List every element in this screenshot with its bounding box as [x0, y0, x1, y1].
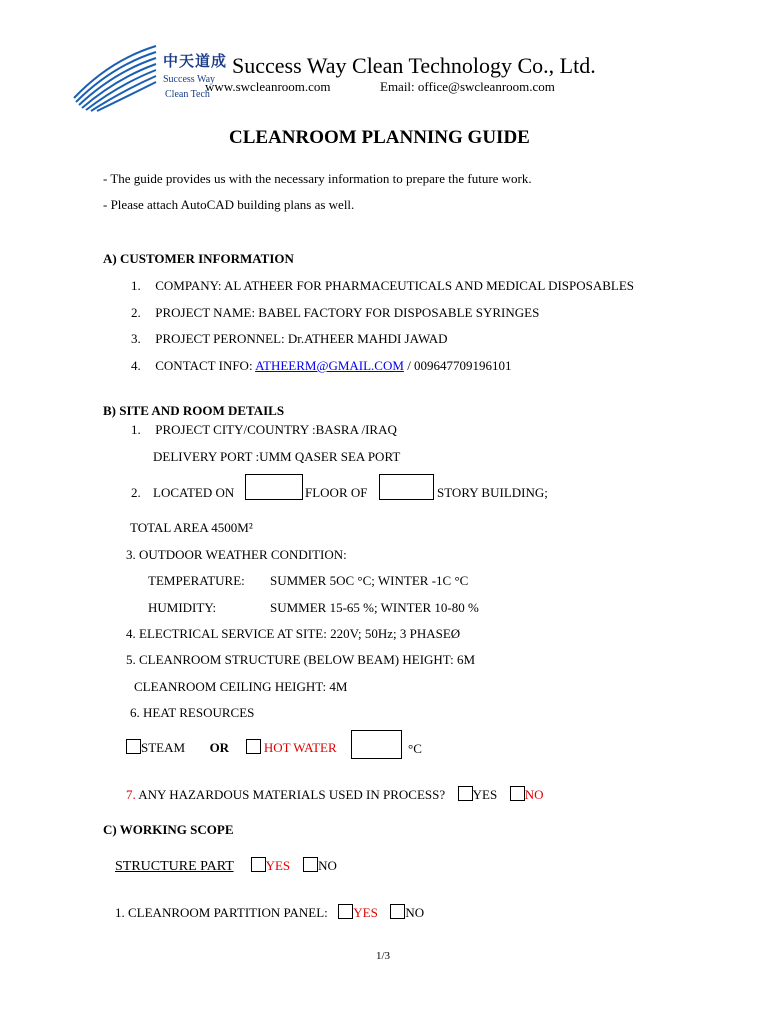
structure-yes-checkbox[interactable]	[251, 857, 266, 872]
hot-water-temperature-input[interactable]	[351, 730, 402, 759]
item-number: 4.	[131, 358, 141, 373]
partition-no-checkbox[interactable]	[390, 904, 405, 919]
contact-label: CONTACT INFO:	[155, 358, 256, 373]
item-text: PROJECT NAME: BABEL FACTORY FOR DISPOSABLE SYRINGES	[155, 305, 540, 320]
total-area: TOTAL AREA 4500M²	[130, 520, 253, 535]
item-text: PROJECT CITY/COUNTRY :BASRA /IRAQ	[155, 422, 397, 437]
section-a-heading: A) CUSTOMER INFORMATION	[103, 251, 294, 266]
logo-english-line2: Clean Tech	[165, 89, 210, 100]
located-on-label: LOCATED ON	[153, 485, 235, 500]
structure-no-label: NO	[318, 858, 337, 873]
temperature-label: TEMPERATURE:	[148, 573, 245, 588]
item-number: 1.	[131, 422, 141, 437]
humidity-value: SUMMER 15-65 %; WINTER 10-80 %	[270, 600, 479, 615]
story-building-label: STORY BUILDING;	[437, 485, 548, 500]
project-city	[131, 422, 397, 438]
logo-english-line1: Success Way	[163, 74, 216, 85]
located-item-number: 2.	[131, 485, 141, 500]
degree-unit: °C	[408, 741, 422, 756]
hot-water-label: HOT WATER	[263, 740, 337, 755]
hazard-text: ANY HAZARDOUS MATERIALS USED IN PROCESS?	[135, 787, 446, 802]
electrical-service: 4. ELECTRICAL SERVICE AT SITE: 220V; 50Hz; 3 PHASEØ	[126, 626, 461, 641]
structure-part-row	[115, 857, 337, 875]
company-email: Email: office@swcleanroom.com	[380, 79, 555, 94]
item-text: COMPANY: AL ATHEER FOR PHARMACEUTICALS AND MEDICAL DISPOSABLES	[155, 278, 635, 293]
customer-info-item	[131, 331, 448, 347]
customer-info-item	[131, 278, 634, 294]
or-label: OR	[209, 740, 230, 755]
company-name: Success Way Clean Technology Co., Ltd.	[232, 53, 596, 78]
temperature-value: SUMMER 5OC °C; WINTER -1C °C	[270, 573, 469, 588]
hazard-no-checkbox[interactable]	[510, 786, 525, 801]
intro-line-2: - Please attach AutoCAD building plans as well.	[103, 197, 355, 212]
partition-yes-checkbox[interactable]	[338, 904, 353, 919]
company-website: www.swcleanroom.com	[205, 79, 331, 94]
item-number: 7.	[126, 787, 136, 802]
customer-contact-item	[131, 358, 512, 374]
hazard-yes-checkbox[interactable]	[458, 786, 473, 801]
partition-yes-label: YES	[353, 905, 378, 920]
delivery-port: DELIVERY PORT :UMM QASER SEA PORT	[153, 449, 401, 464]
logo-chinese-text: 中天道成	[163, 54, 228, 70]
customer-info-item	[131, 305, 539, 321]
weather-heading: 3. OUTDOOR WEATHER CONDITION:	[126, 547, 347, 562]
steam-label: STEAM	[141, 740, 186, 755]
company-logo	[70, 40, 160, 112]
intro-line-1: - The guide provides us with the necessary information to prepare the future work.	[103, 171, 532, 186]
structure-yes-label: YES	[265, 858, 291, 873]
structure-height: 5. CLEANROOM STRUCTURE (BELOW BEAM) HEIGHT: 6M	[126, 652, 476, 667]
section-b-heading: B) SITE AND ROOM DETAILS	[103, 403, 285, 418]
heat-resources-options	[126, 739, 337, 756]
hazardous-question	[126, 786, 543, 803]
item-number: 3.	[131, 331, 141, 346]
page-number: 1/3	[376, 950, 391, 962]
item-number: 2.	[131, 305, 141, 320]
ceiling-height: CLEANROOM CEILING HEIGHT: 4M	[134, 679, 348, 694]
hot-water-checkbox[interactable]	[246, 739, 261, 754]
floor-number-input[interactable]	[245, 474, 303, 500]
section-c-heading: C) WORKING SCOPE	[103, 822, 234, 837]
steam-checkbox[interactable]	[126, 739, 141, 754]
partition-panel-row	[115, 904, 424, 921]
hazard-no-label: NO	[524, 787, 544, 802]
floor-of-label: FLOOR OF	[305, 485, 368, 500]
partition-panel-label: 1. CLEANROOM PARTITION PANEL:	[115, 905, 328, 920]
structure-part-label: STRUCTURE PART	[115, 859, 234, 874]
item-number: 1.	[131, 278, 141, 293]
partition-no-label: NO	[405, 905, 425, 920]
hazard-yes-label: YES	[472, 787, 498, 802]
heat-resources-heading: 6. HEAT RESOURCES	[130, 705, 255, 720]
contact-email-link[interactable]: ATHEERM@GMAIL.COM	[255, 358, 404, 373]
contact-phone: / 009647709196101	[403, 358, 512, 373]
structure-no-checkbox[interactable]	[303, 857, 318, 872]
item-text: PROJECT PERONNEL: Dr.ATHEER MAHDI JAWAD	[155, 331, 448, 346]
document-title: CLEANROOM PLANNING GUIDE	[229, 127, 530, 148]
story-count-input[interactable]	[379, 474, 434, 500]
humidity-label: HUMIDITY:	[148, 600, 217, 615]
